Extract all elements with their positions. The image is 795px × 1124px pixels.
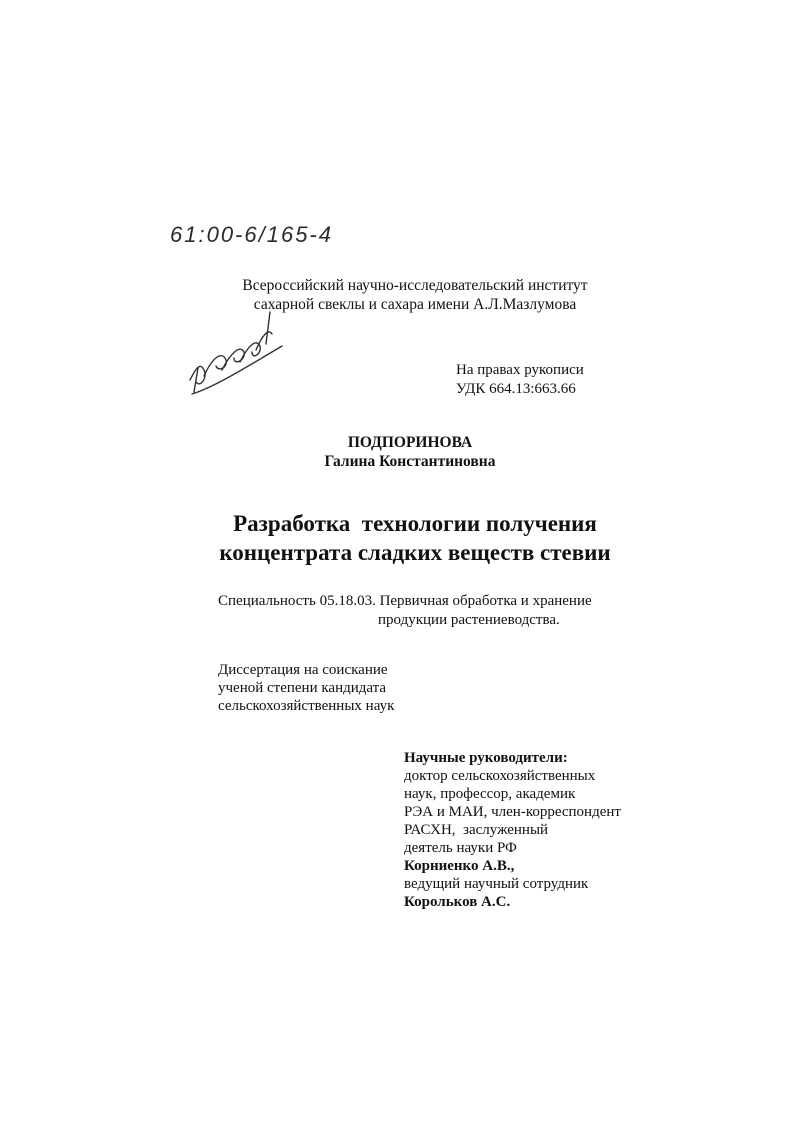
dissertation-degree bbox=[218, 661, 394, 715]
specialty-line-1: Специальность 05.18.03. Первичная обработка и хранение bbox=[218, 593, 592, 609]
advisors-heading: Научные руководители: bbox=[404, 750, 568, 766]
advisor1-line-2: наук, профессор, академик bbox=[404, 786, 576, 802]
title-line-2: концентрата сладких веществ стевии bbox=[219, 540, 611, 565]
advisor1-line-1: доктор сельскохозяйственных bbox=[404, 768, 596, 784]
advisor1-name: Корниенко А.В., bbox=[404, 858, 515, 874]
institute-line-1: Всероссийский научно-исследовательский институт bbox=[242, 277, 588, 294]
manuscript-rights bbox=[456, 361, 584, 399]
institute-line-2: сахарной свеклы и сахара имени А.Л.Мазлумова bbox=[253, 296, 577, 313]
title-line-1: Разработка технологии получения bbox=[233, 511, 597, 536]
advisor1-line-5: деятель науки РФ bbox=[404, 840, 517, 856]
specialty-block bbox=[218, 592, 592, 630]
advisor2-name: Корольков А.С. bbox=[404, 894, 511, 910]
author-name: Галина Константиновна bbox=[324, 453, 496, 470]
rights-note: На правах рукописи bbox=[456, 362, 584, 378]
author-surname: ПОДПОРИНОВА bbox=[347, 434, 473, 451]
author-block bbox=[200, 433, 620, 471]
specialty-line-2: продукции растениеводства. bbox=[378, 612, 560, 628]
advisor1-line-3: РЭА и МАИ, член-корреспондент bbox=[404, 804, 621, 820]
advisors-block bbox=[404, 749, 621, 911]
degree-line-2: ученой степени кандидата bbox=[218, 680, 387, 696]
advisor2-position: ведущий научный сотрудник bbox=[404, 876, 589, 892]
handwritten-signature bbox=[182, 310, 292, 402]
udc-code: УДК 664.13:663.66 bbox=[456, 381, 576, 397]
archive-stamp: 61:00-6/165-4 bbox=[170, 222, 333, 247]
dissertation-title bbox=[150, 509, 680, 567]
degree-line-1: Диссертация на соискание bbox=[218, 662, 388, 678]
degree-line-3: сельскохозяйственных наук bbox=[218, 698, 395, 714]
institute-name bbox=[180, 276, 650, 314]
advisor1-line-4: РАСХН, заслуженный bbox=[404, 822, 549, 838]
